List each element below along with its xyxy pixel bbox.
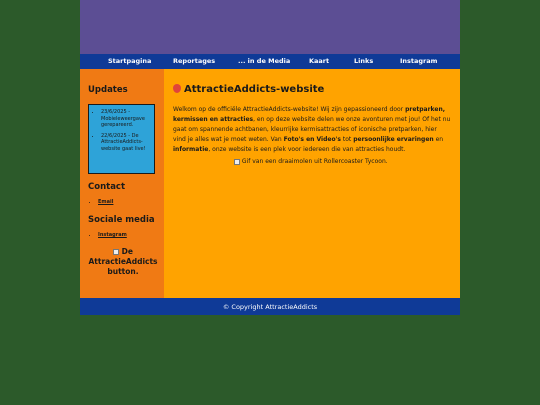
intro-text: en <box>433 136 444 143</box>
nav-in-de-media[interactable]: ... in de Media <box>238 57 291 65</box>
intro-bold: persoonlijke ervaringen <box>353 136 434 143</box>
nav-kaart[interactable]: Kaart <box>309 57 330 65</box>
header-banner <box>80 0 460 54</box>
list-item <box>98 232 127 238</box>
intro-text: tot <box>341 136 354 143</box>
update-item: • 22/6/2025 - De AttractieAddicts-website gaat live! <box>101 133 154 153</box>
intro-text: , en op deze website delen we onze avonturen met jou! Of het nu gaat om spannende achtbanen, kleurrijke kermisattracties of iconische pretparken, hier vind je alles wat je moet weten. Van <box>173 116 451 143</box>
intro-bold: Foto's en Video's <box>283 136 341 143</box>
main-content <box>164 69 460 298</box>
instagram-link[interactable]: Instagram <box>98 232 127 238</box>
intro-text: , onze website is een plek voor iedereen die van attracties houdt. <box>208 146 406 153</box>
updates-heading: Updates <box>88 85 128 95</box>
button-image <box>88 247 158 277</box>
page <box>80 0 460 315</box>
button-image-alt: De AttractieAddicts button. <box>88 247 158 276</box>
page-title-text: AttractieAddicts-website <box>184 84 325 95</box>
nav-links[interactable]: Links <box>354 57 374 65</box>
contact-heading: Contact <box>88 182 126 192</box>
intro-bold: informatie <box>173 146 209 153</box>
footer <box>80 298 460 315</box>
broken-image-icon <box>234 159 240 165</box>
email-link[interactable]: Email <box>98 199 114 205</box>
balloon-icon <box>173 84 181 93</box>
list-item <box>98 199 113 205</box>
nav-bar <box>80 54 460 69</box>
gif-image-alt: Gif van een draaimolen uit Rollercoaster Tycoon. <box>241 158 388 165</box>
updates-box <box>88 104 155 174</box>
update-item: • 23/6/2025 - Mobieleweergave gerepareerd. <box>101 109 154 129</box>
broken-image-icon <box>113 249 119 255</box>
sidebar <box>80 69 164 298</box>
nav-startpagina[interactable]: Startpagina <box>108 57 152 65</box>
page-title <box>173 84 324 95</box>
social-list <box>80 232 127 238</box>
copyright-text: © Copyright AttractieAddicts <box>222 302 318 311</box>
intro-text: Welkom op de officiële AttractieAddicts-website! Wij zijn gepassioneerd door <box>173 106 406 113</box>
nav-reportages[interactable]: Reportages <box>173 57 216 65</box>
intro-bold: pretparken, kermissen en attracties <box>173 106 446 123</box>
social-heading: Sociale media <box>88 215 155 225</box>
intro-paragraph <box>173 105 451 155</box>
nav-instagram[interactable]: Instagram <box>400 57 438 65</box>
gif-image <box>234 158 388 165</box>
contact-list <box>80 199 113 205</box>
